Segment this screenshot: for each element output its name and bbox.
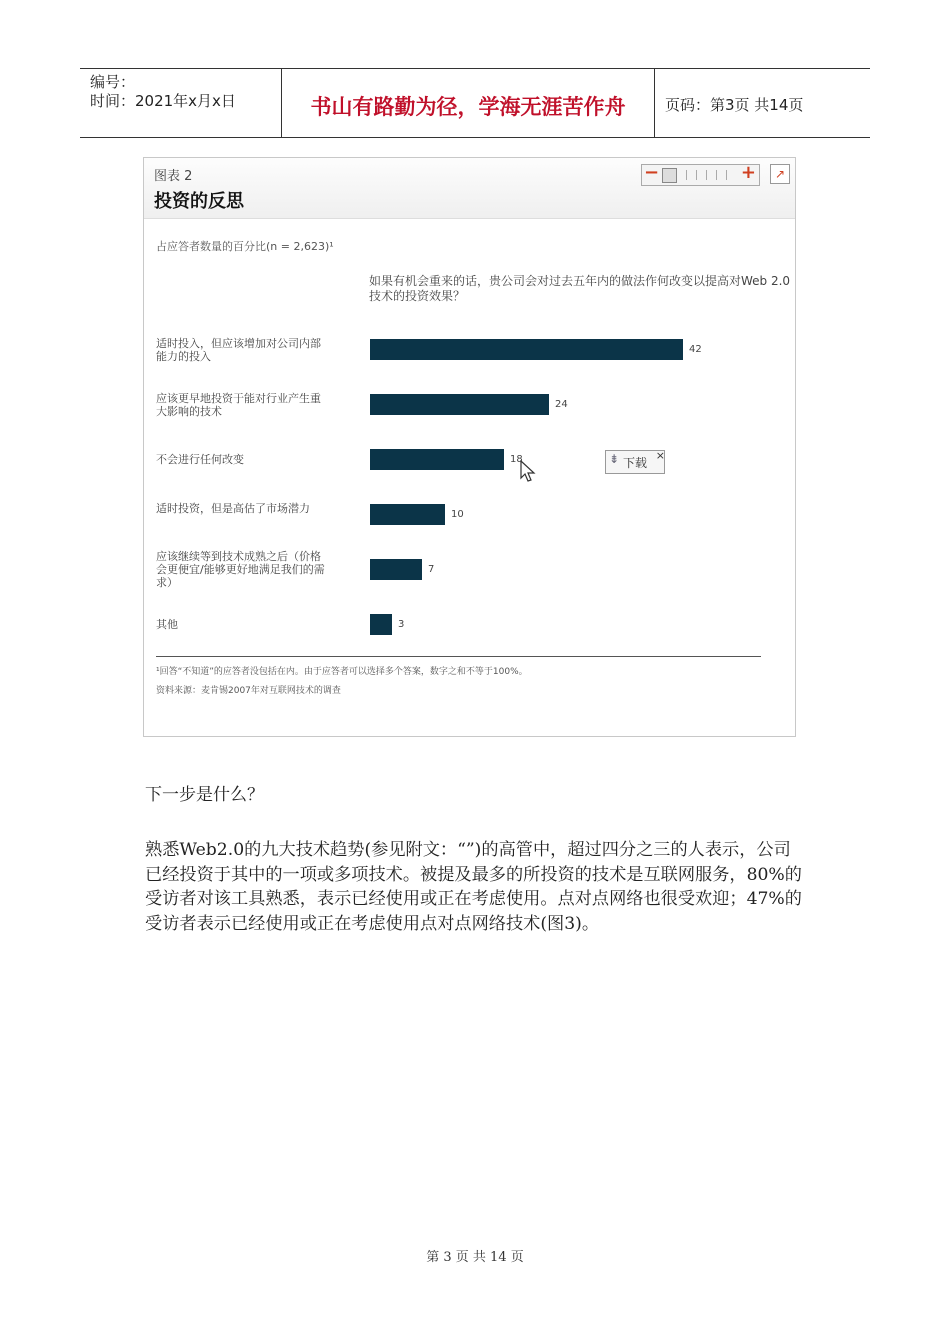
chart-footnote: ¹回答“不知道”的应答者没包括在内。由于应答者可以选择多个答案，数字之和不等于100%。 — [156, 667, 528, 677]
download-icon: ⇟ — [609, 452, 620, 466]
bar — [370, 559, 422, 580]
bar-value-label: 10 — [451, 509, 464, 520]
header-motto: 书山有路勤为径，学海无涯苦作舟 — [310, 94, 626, 119]
document-number-label: 编号： — [90, 73, 136, 91]
bar — [370, 394, 549, 415]
expand-icon[interactable]: ↗ — [770, 164, 790, 184]
download-button[interactable] — [605, 450, 665, 474]
document-date-label: 时间：2021年x月x日 — [90, 92, 236, 110]
bar-value-label: 24 — [555, 399, 568, 410]
header-left-cell — [80, 69, 282, 137]
zoom-slider-thumb[interactable] — [662, 168, 677, 183]
chart-subtitle: 占应答者数量的百分比(n = 2,623)¹ — [156, 240, 334, 253]
bar — [370, 614, 392, 635]
category-label: 其他 — [156, 618, 178, 631]
header-center-cell — [282, 69, 655, 137]
category-label: 不会进行任何改变 — [156, 453, 244, 466]
body-paragraph: 熟悉Web2.0的九大技术趋势(参见附文：“”)的高管中，超过四分之三的人表示，公司已经投资于其中的一项或多项技术。被提及最多的所投资的技术是互联网服务，80%的受访者对该工具熟悉，表示已经使用或正在考虑使用。点对点网络也很受欢迎；47%的受访者表示已经使用或正在考虑使用点对点网络技术(图3)。 — [145, 840, 802, 934]
figure-label: 图表 2 — [154, 169, 193, 184]
category-label: 适时投入，但应该增加对公司内部能力的投入 — [156, 336, 321, 363]
section-heading: 下一步是什么？ — [145, 785, 264, 805]
zoom-in-icon[interactable]: + — [740, 162, 756, 183]
chart-source: 资料来源：麦肯锡2007年对互联网技术的调查 — [156, 686, 341, 696]
zoom-control[interactable] — [641, 164, 760, 186]
chart-question: 如果有机会重来的话，贵公司会对过去五年内的做法作何改变以提高对Web 2.0技术的投资效果？ — [369, 274, 791, 303]
zoom-out-icon[interactable]: − — [644, 162, 660, 183]
category-label: 适时投资，但是高估了市场潜力 — [156, 501, 310, 515]
figure-panel — [143, 157, 796, 737]
bar-value-label: 18 — [510, 454, 523, 465]
page-footer: 第 3 页 共 14 页 — [426, 1250, 524, 1265]
footnote-divider — [156, 656, 761, 657]
download-label: 下载 — [623, 456, 648, 470]
page-header — [80, 68, 870, 138]
header-page-number: 页码：第3页 共14页 — [665, 96, 804, 114]
header-right-cell — [655, 69, 870, 137]
bar — [370, 449, 504, 470]
bar-value-label: 7 — [428, 564, 435, 575]
bar-value-label: 42 — [689, 344, 702, 355]
bar — [370, 504, 445, 525]
category-label: 应该继续等到技术成熟之后（价格会更便宜/能够更好地满足我们的需求） — [156, 550, 325, 589]
figure-title: 投资的反思 — [154, 191, 244, 212]
bar-value-label: 3 — [398, 619, 405, 630]
figure-header — [144, 158, 795, 219]
bar — [370, 339, 683, 360]
close-icon[interactable]: × — [655, 449, 665, 462]
category-label: 应该更早地投资于能对行业产生重大影响的技术 — [156, 391, 321, 418]
